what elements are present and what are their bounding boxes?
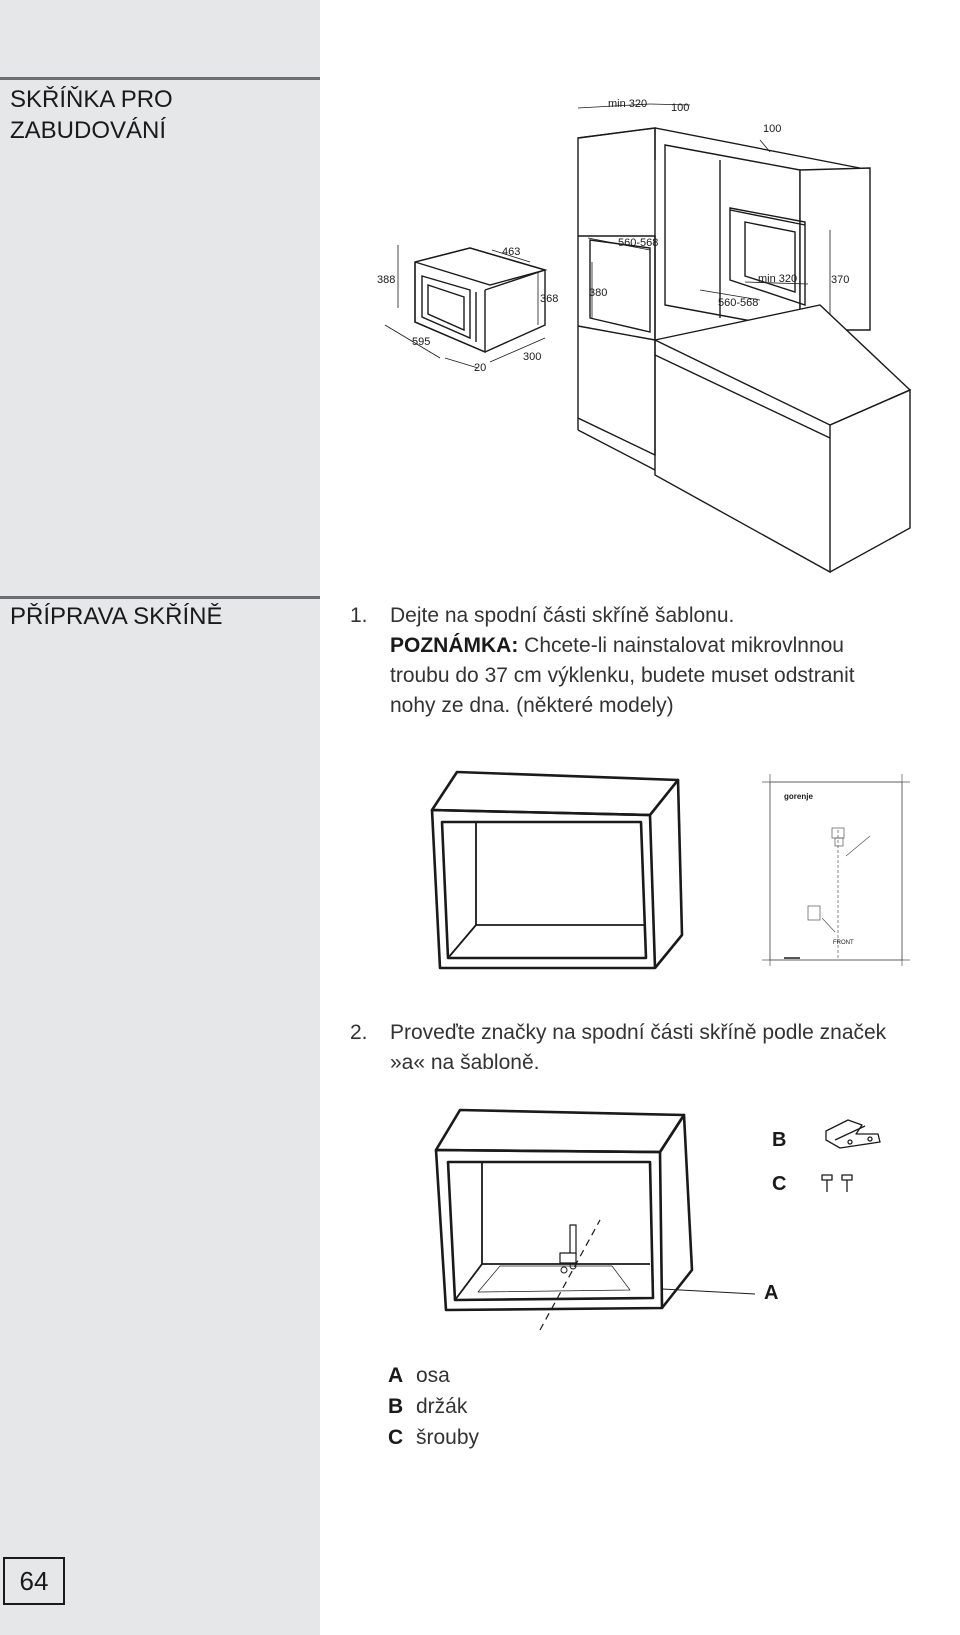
- step-line: Proveďte značky na spodní části skříně podle značek: [390, 1021, 887, 1044]
- diagram-label-b: B: [772, 1129, 787, 1151]
- dim-label: 380: [589, 287, 608, 299]
- section-title-line: SKŘÍŇKA PRO: [10, 86, 173, 113]
- dim-label: 388: [377, 274, 396, 286]
- section-divider: [0, 77, 320, 80]
- dim-label: 100: [763, 123, 782, 135]
- step-2: [350, 1018, 950, 1080]
- dim-label: 20: [474, 362, 487, 374]
- step-line: Chcete-li nainstalovat mikrovlnnou: [518, 634, 844, 657]
- cabinet-bracket-diagram: [425, 1100, 925, 1340]
- cabinet-box-diagram: [425, 765, 685, 975]
- legend-item: [388, 1391, 479, 1422]
- dim-label: min 320: [758, 273, 798, 285]
- page-number: 64: [3, 1557, 65, 1605]
- dim-label: 368: [540, 293, 559, 305]
- note-label: POZNÁMKA:: [390, 634, 519, 657]
- legend-item: [388, 1360, 479, 1391]
- section-title-cabinet: [10, 84, 173, 146]
- dim-label: 560-568: [618, 237, 659, 249]
- microwave-drawing: [385, 245, 545, 368]
- section-title-preparation: PŘÍPRAVA SKŘÍNĚ: [10, 603, 223, 630]
- kitchen-cabinets-drawing: [578, 104, 910, 572]
- dim-label: 370: [831, 274, 850, 286]
- legend-key: C: [388, 1426, 404, 1449]
- sidebar: [0, 0, 320, 1635]
- section-divider: [0, 596, 320, 599]
- dim-label: 595: [412, 336, 431, 348]
- step-text: [390, 601, 855, 721]
- dim-label: 300: [523, 351, 542, 363]
- legend-key: A: [388, 1364, 404, 1387]
- step-number: 2.: [350, 1021, 368, 1044]
- template-brand: gorenje: [784, 792, 813, 801]
- template-sheet-diagram: [760, 770, 910, 970]
- template-front-label: FRONT: [833, 940, 854, 946]
- diagram-label-c: C: [772, 1173, 787, 1195]
- legend-text: šrouby: [416, 1426, 480, 1449]
- step-line: »a« na šabloně.: [390, 1051, 540, 1074]
- diagram-label-a: A: [764, 1282, 779, 1304]
- dim-label: 560-568: [718, 297, 759, 309]
- step-line: Dejte na spodní části skříně šablonu.: [390, 604, 735, 627]
- dim-label: 463: [502, 246, 521, 258]
- dim-label: min 320: [608, 98, 648, 110]
- step-1: [350, 601, 950, 725]
- parts-legend: [388, 1360, 479, 1453]
- legend-text: osa: [416, 1364, 450, 1387]
- legend-key: B: [388, 1395, 404, 1418]
- installation-diagram: [370, 90, 930, 590]
- legend-item: [388, 1422, 479, 1453]
- legend-text: držák: [416, 1395, 468, 1418]
- dim-label: 100: [671, 102, 690, 114]
- step-line: nohy ze dna. (některé modely): [390, 694, 674, 717]
- step-number: 1.: [350, 604, 368, 627]
- step-note: [390, 631, 855, 661]
- step-text: [390, 1018, 886, 1078]
- step-line: troubu do 37 cm výklenku, budete muset odstranit: [390, 664, 855, 687]
- section-title-line: ZABUDOVÁNÍ: [10, 117, 167, 144]
